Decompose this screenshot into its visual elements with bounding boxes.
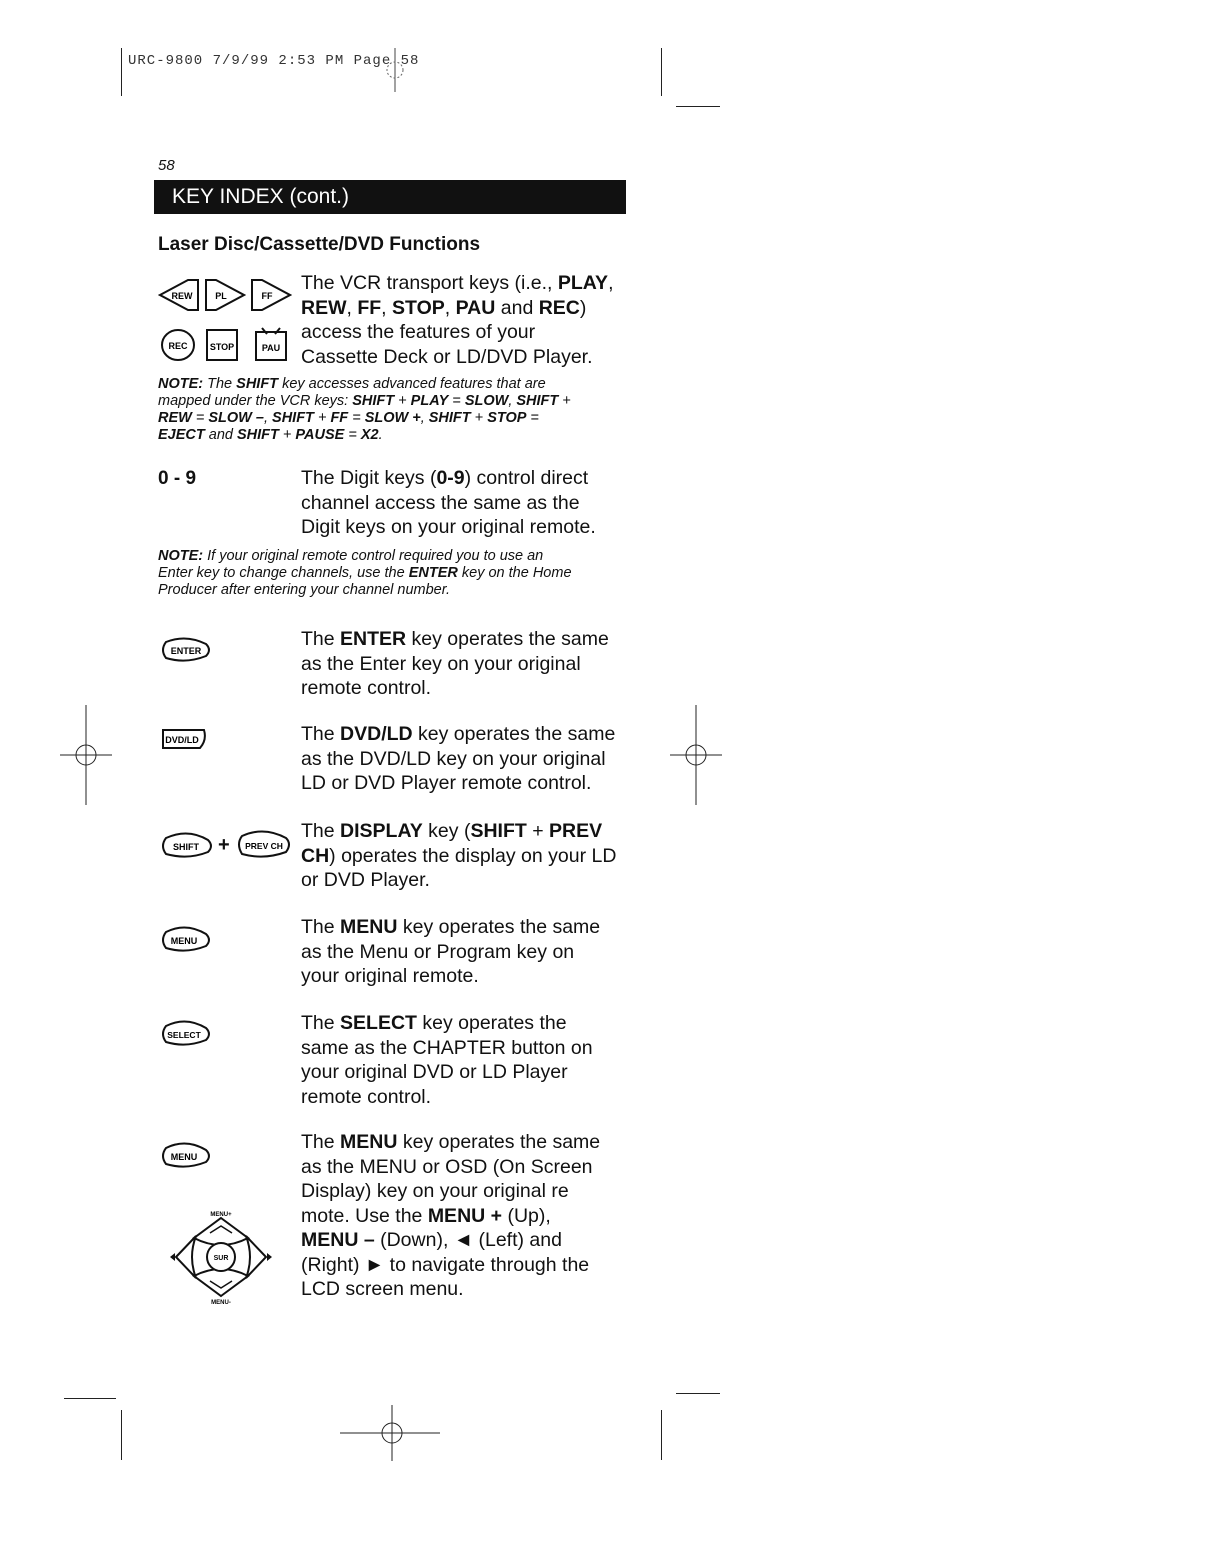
shift-key-icon <box>160 830 214 860</box>
menu-key-icon-2 <box>160 1140 212 1170</box>
text-line: access the features of your <box>301 321 536 343</box>
text-line: The DISPLAY key (SHIFT + PREV <box>301 820 603 842</box>
bold-run: SHIFT <box>236 376 279 392</box>
bold-run: SHIFT <box>470 820 527 842</box>
bold-run: NOTE: <box>158 548 204 564</box>
text-line: (Right) ► to navigate through the <box>301 1253 590 1276</box>
bold-run: SHIFT <box>352 393 395 409</box>
stop-key-label: STOP <box>209 342 235 352</box>
bold-run: MENU <box>340 916 398 938</box>
text-line: MENU – (Down), ◄ (Left) and <box>301 1229 562 1251</box>
registration-mark-right <box>670 705 722 805</box>
plus-sign: + <box>218 834 230 856</box>
bold-run: FF <box>357 296 382 319</box>
text-line: The DVD/LD key operates the same <box>301 723 616 745</box>
bold-run: PLAY <box>557 272 609 294</box>
crop-mark-bottom-right-h <box>676 1393 720 1394</box>
bold-run: NOTE: <box>158 376 204 392</box>
digit-keys-description <box>301 466 631 540</box>
menu-navigation-description <box>301 1130 631 1302</box>
text-line: NOTE: If your original remote control required you to use an <box>158 548 544 564</box>
bold-run: 0-9 <box>436 467 465 489</box>
stop-key-icon <box>205 328 239 362</box>
bold-run: STOP <box>487 410 527 426</box>
bold-run: SHIFT <box>237 427 279 443</box>
bold-run: PLAY <box>410 393 449 409</box>
text-line: The VCR transport keys (i.e., PLAY, <box>301 272 614 294</box>
bold-run: ENTER <box>408 565 458 581</box>
text-line: LCD screen menu. <box>301 1278 464 1300</box>
bold-run: DVD/LD <box>340 723 413 745</box>
menu-key-description <box>301 915 631 989</box>
bold-run: DISPLAY <box>340 820 423 842</box>
prev-ch-key-icon <box>236 828 292 860</box>
bold-run: REW <box>158 410 192 426</box>
dpad-center-label: SUR <box>213 1255 229 1262</box>
digit-keys-label: 0 - 9 <box>158 468 197 489</box>
play-key-icon <box>204 278 246 312</box>
bold-run: X2 <box>360 427 379 443</box>
bold-run: SHIFT <box>428 410 471 426</box>
play-key-label: PL <box>215 291 227 301</box>
shift-key-label: SHIFT <box>173 842 199 852</box>
text-line: Digit keys on your original remote. <box>301 516 596 538</box>
text-line: LD or DVD Player remote control. <box>301 772 592 794</box>
rec-key-label: REC <box>168 341 188 351</box>
rew-key-label: REW <box>171 291 193 301</box>
rew-key-icon <box>158 278 200 312</box>
pause-key-icon <box>254 326 288 362</box>
transport-keys-illustration <box>158 272 293 367</box>
text-line: Cassette Deck or LD/DVD Player. <box>301 345 593 368</box>
select-key-icon <box>160 1018 212 1048</box>
crop-mark-top-right-h <box>676 106 720 107</box>
dpad-top-label: MENU+ <box>210 1212 232 1218</box>
text-line: NOTE: The SHIFT key accesses advanced features that are <box>158 376 546 392</box>
text-line: The MENU key operates the same <box>301 1131 601 1153</box>
text-line: or DVD Player. <box>301 869 430 891</box>
crop-mark-top-left <box>121 48 122 96</box>
menu-key-icon <box>160 924 212 954</box>
text-line: channel access the same as the <box>301 491 580 514</box>
note-enter <box>158 548 628 599</box>
text-line: Display) key on your original re <box>301 1180 569 1202</box>
bold-run: MENU <box>340 1131 398 1153</box>
pause-key-label: PAU <box>261 343 281 353</box>
text-line: mapped under the VCR keys: SHIFT + PLAY = SLOW, SHIFT + <box>158 393 571 409</box>
text-line: remote control. <box>301 677 432 699</box>
select-key-description <box>301 1011 631 1109</box>
dvd-ld-key-label: DVD/LD <box>165 735 199 745</box>
ff-key-label: FF <box>261 291 273 301</box>
section-banner: KEY INDEX (cont.) <box>154 180 626 214</box>
text-line: same as the CHAPTER button on <box>301 1036 593 1059</box>
bold-run: EJECT <box>158 427 205 443</box>
text-line: REW, FF, STOP, PAU and REC) <box>301 296 587 319</box>
note-shift <box>158 376 628 444</box>
page-number: 58 <box>158 157 175 174</box>
text-line: The Digit keys (0-9) control direct <box>301 467 589 489</box>
bold-run: ENTER <box>340 628 407 650</box>
text-line: as the Menu or Program key on <box>301 940 575 963</box>
bold-run: SLOW <box>464 393 509 409</box>
text-line: your original DVD or LD Player <box>301 1061 568 1083</box>
dvd-ld-key-description <box>301 722 631 796</box>
rec-key-icon <box>160 328 196 362</box>
enter-key-description <box>301 627 631 701</box>
directional-pad-icon <box>168 1208 274 1306</box>
bold-run: CH <box>301 844 330 867</box>
enter-key-label: ENTER <box>170 646 202 656</box>
text-line: as the DVD/LD key on your original <box>301 747 606 770</box>
bold-run: SLOW – <box>208 410 264 426</box>
bold-run: MENU – <box>301 1229 375 1251</box>
text-line: remote control. <box>301 1085 432 1108</box>
ff-key-icon <box>250 278 292 312</box>
crop-mark-bottom-left-h <box>64 1398 116 1399</box>
crop-mark-top-right <box>661 48 662 96</box>
bold-run: REC <box>538 296 580 319</box>
text-line: The ENTER key operates the same <box>301 628 609 650</box>
text-line: REW = SLOW –, SHIFT + FF = SLOW +, SHIFT + STOP = <box>158 410 539 426</box>
text-line: The MENU key operates the same <box>301 916 601 938</box>
transport-description <box>301 271 631 369</box>
crop-mark-bottom-right <box>661 1410 662 1460</box>
bold-run: REW <box>301 296 347 319</box>
display-key-description <box>301 819 631 893</box>
bold-run: PAUSE <box>295 427 345 443</box>
text-line: as the Enter key on your original <box>301 652 581 675</box>
crop-mark-bottom-left <box>121 1410 122 1460</box>
bold-run: STOP <box>392 296 445 319</box>
dpad-bottom-label: MENU- <box>211 1300 231 1306</box>
registration-mark-left <box>60 705 112 805</box>
registration-mark-top <box>380 48 410 92</box>
text-line: your original remote. <box>301 965 479 987</box>
text-line: Enter key to change channels, use the ENTER key on the Home <box>158 565 572 581</box>
bold-run: PAU <box>455 296 496 319</box>
bold-run: SHIFT <box>272 410 314 426</box>
bold-run: SLOW + <box>364 410 421 426</box>
registration-mark-bottom <box>340 1405 440 1461</box>
text-line: as the MENU or OSD (On Screen <box>301 1155 593 1178</box>
enter-key-icon <box>160 636 212 664</box>
section-title: Laser Disc/Cassette/DVD Functions <box>158 234 481 255</box>
bold-run: SHIFT <box>516 393 559 409</box>
bold-run: MENU + <box>427 1204 503 1227</box>
select-key-label: SELECT <box>167 1030 201 1040</box>
bold-run: PREV <box>549 820 603 842</box>
prev-ch-key-label: PREV CH <box>245 841 283 851</box>
menu-key-label: MENU <box>170 936 198 946</box>
bold-run: FF <box>330 410 349 426</box>
text-line: The SELECT key operates the <box>301 1012 567 1034</box>
menu-key-label-2: MENU <box>170 1152 198 1162</box>
text-line: mote. Use the MENU + (Up), <box>301 1204 551 1227</box>
text-line: CH) operates the display on your LD <box>301 844 617 867</box>
print-header: URC-9800 7/9/99 2:53 PM Page 58 <box>128 53 420 69</box>
text-line: Producer after entering your channel number. <box>158 582 451 598</box>
bold-run: SELECT <box>340 1012 417 1034</box>
dvd-ld-key-icon <box>160 726 208 754</box>
text-line: EJECT and SHIFT + PAUSE = X2. <box>158 427 383 443</box>
